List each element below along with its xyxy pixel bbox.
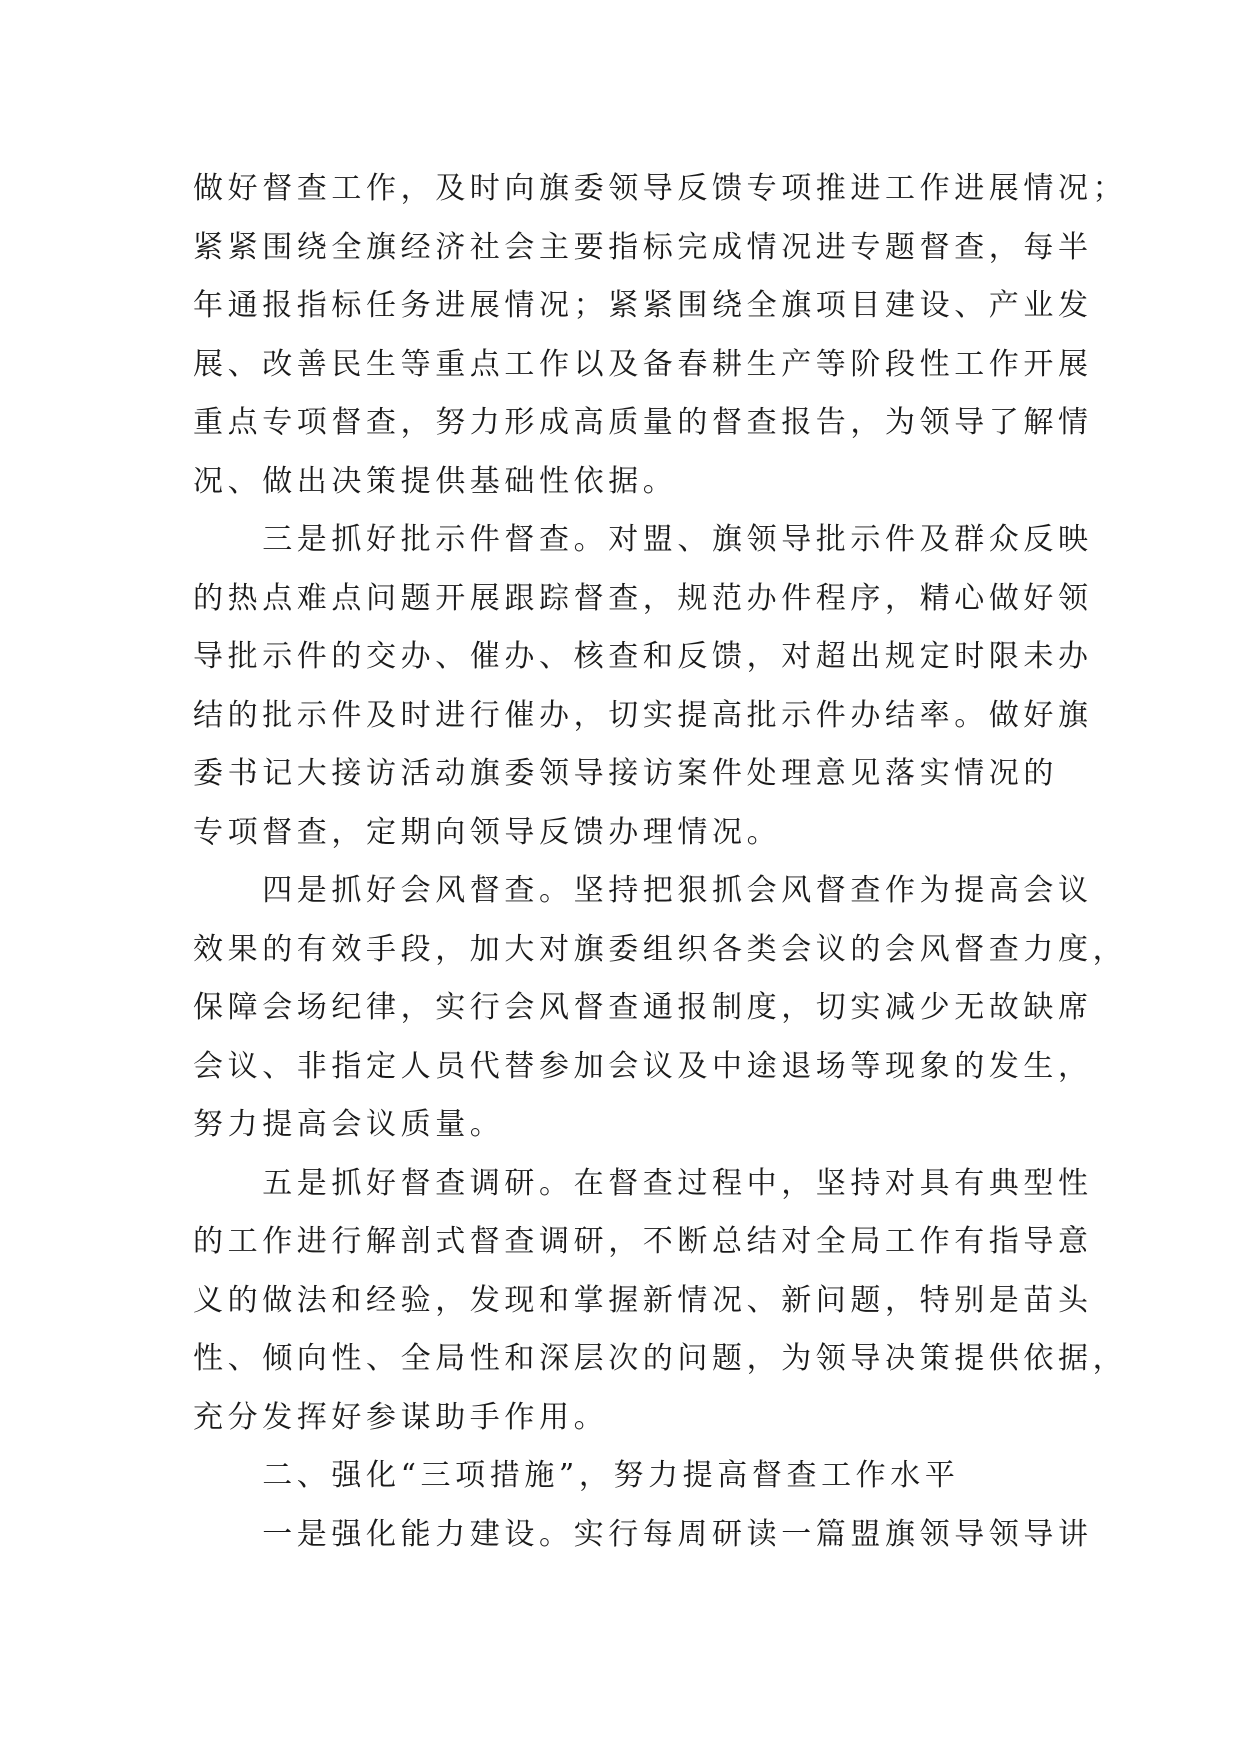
text-line: 委书记大接访活动旗委领导接访案件处理意见落实情况的	[193, 756, 1058, 791]
body-text	[193, 160, 1128, 1564]
heading-line: 二、强化“三项措施”，努力提高督查工作水平	[193, 1458, 960, 1493]
text-line: 三是抓好批示件督查。对盟、旗领导批示件及群众反映	[193, 522, 1093, 557]
text-line: 充分发挥好参谋助手作用。	[193, 1399, 609, 1435]
text-line: 会议、非指定人员代替参加会议及中途退场等现象的发生，	[193, 1048, 1093, 1084]
text-line: 做好督查工作，及时向旗委领导反馈专项推进工作进展情况；	[193, 171, 1128, 206]
text-line: 展、改善民生等重点工作以及备春耕生产等阶段性工作开展	[193, 346, 1093, 382]
text-line: 义的做法和经验，发现和掌握新情况、新问题，特别是苗头	[193, 1282, 1093, 1318]
text-line: 的热点难点问题开展跟踪督查，规范办件程序，精心做好领	[193, 580, 1093, 616]
text-line: 一是强化能力建设。实行每周研读一篇盟旗领导领导讲	[193, 1516, 1093, 1552]
text-line: 五是抓好督查调研。在督查过程中，坚持对具有典型性	[193, 1165, 1093, 1201]
text-line: 结的批示件及时进行催办，切实提高批示件办结率。做好旗	[193, 697, 1093, 733]
text-line: 的工作进行解剖式督查调研，不断总结对全局工作有指导意	[193, 1224, 1093, 1259]
text-line: 年通报指标任务进展情况；紧紧围绕全旗项目建设、产业发	[193, 288, 1093, 323]
text-line: 重点专项督查，努力形成高质量的督查报告，为领导了解情	[193, 405, 1093, 440]
text-line: 保障会场纪律，实行会风督查通报制度，切实减少无故缺席	[193, 990, 1093, 1025]
text-line: 专项督查，定期向领导反馈办理情况。	[193, 814, 782, 850]
text-line: 性、倾向性、全局性和深层次的问题，为领导决策提供依据，	[193, 1341, 1128, 1376]
text-line: 紧紧围绕全旗经济社会主要指标完成情况进专题督查，每半	[193, 229, 1093, 265]
text-line: 效果的有效手段，加大对旗委组织各类会议的会风督查力度，	[193, 931, 1128, 967]
text-line: 况、做出决策提供基础性依据。	[193, 463, 678, 499]
text-line: 导批示件的交办、催办、核查和反馈，对超出规定时限未办	[193, 639, 1093, 674]
text-line: 努力提高会议质量。	[193, 1107, 505, 1142]
text-line: 四是抓好会风督查。坚持把狠抓会风督查作为提高会议	[193, 873, 1093, 908]
